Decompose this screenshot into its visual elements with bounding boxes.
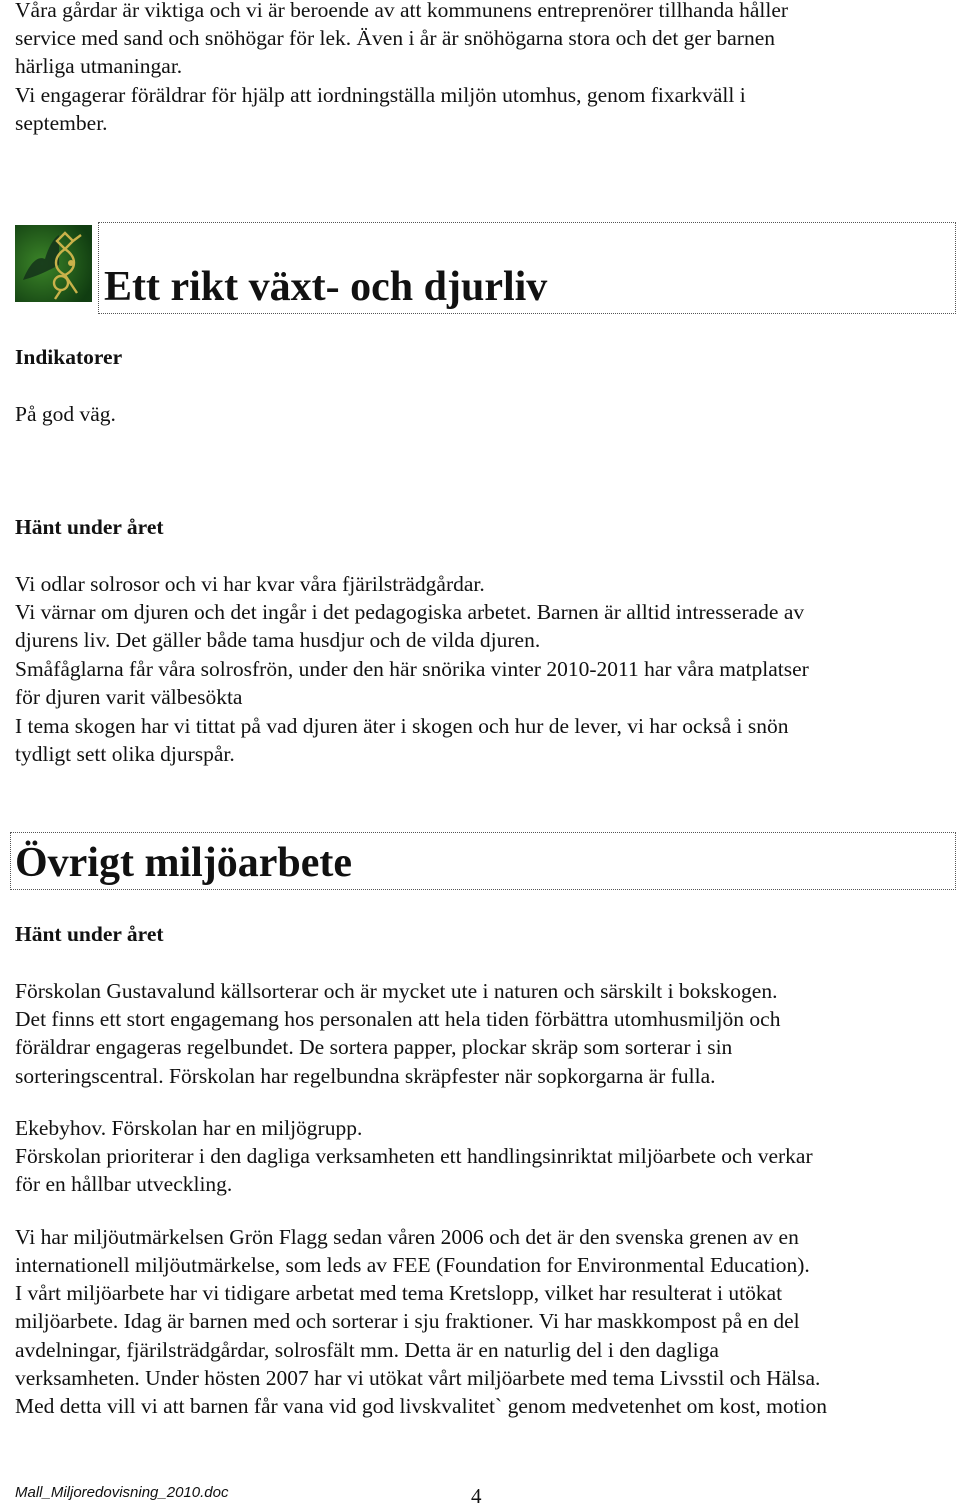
body-line: internationell miljöutmärkelse, som leds av FEE (Foundation for Environmental Education). [15,1253,810,1277]
body-line: Förskolan prioriterar i den dagliga verksamheten ett handlingsinriktat miljöarbete och verkar [15,1144,813,1168]
intro-line: service med sand och snöhögar för lek. Även i år är snöhögarna stora och det ger barnen [15,26,775,50]
happened-heading: Hänt under året [15,922,164,946]
footer-filename: Mall_Miljoredovisning_2010.doc [15,1484,229,1501]
body-line: föräldrar engageras regelbundet. De sortera papper, plockar skräp som sorterar i sin [15,1035,733,1059]
intro-line: Våra gårdar är viktiga och vi är beroende av att kommunens entreprenörer tillhanda håller [15,0,789,22]
body-line: djurens liv. Det gäller både tama husdjur och de vilda djuren. [15,628,541,652]
page-number: 4 [471,1484,482,1508]
section-title: Övrigt miljöarbete [15,840,353,886]
section-title: Ett rikt växt- och djurliv [104,264,548,310]
intro-line: Vi engagerar föräldrar för hjälp att iordningställa miljön utomhus, genom fixarkväll i [15,83,746,107]
green-flag-logo-icon [15,225,92,302]
body-line: för en hållbar utveckling. [15,1172,233,1196]
body-line: Det finns ett stort engagemang hos personalen att hela tiden förbättra utomhusmiljön och [15,1007,781,1031]
body-line: Ekebyhov. Förskolan har en miljögrupp. [15,1116,363,1140]
body-line: Vi värnar om djuren och det ingår i det pedagogiska arbetet. Barnen är alltid intresserade av [15,600,805,624]
body-line: miljöarbete. Idag är barnen med och sorterar i sju fraktioner. Vi har maskkompost på en del [15,1309,800,1333]
body-line: I vårt miljöarbete har vi tidigare arbetat med tema Kretslopp, vilket har resulterat i utökat [15,1281,783,1305]
intro-line: september. [15,111,108,135]
intro-line: härliga utmaningar. [15,54,183,78]
body-line: sorteringscentral. Förskolan har regelbundna skräpfester när sopkorgarna är fulla. [15,1064,716,1088]
body-line: för djuren varit välbesökta [15,685,243,709]
body-line: verksamheten. Under hösten 2007 har vi utökat vårt miljöarbete med tema Livsstil och Hälsa. [15,1366,821,1390]
body-line: Förskolan Gustavalund källsorterar och är mycket ute i naturen och särskilt i bokskogen. [15,979,778,1003]
indicators-heading: Indikatorer [15,345,123,369]
body-line: Vi odlar solrosor och vi har kvar våra fjärilsträdgårdar. [15,572,485,596]
body-line: Vi har miljöutmärkelsen Grön Flagg sedan våren 2006 och det är den svenska grenen av en [15,1225,799,1249]
body-line: avdelningar, fjärilsträdgårdar, solrosfält mm. Detta är en naturlig del i den dagliga [15,1338,719,1362]
body-line: tydligt sett olika djurspår. [15,742,235,766]
body-line: I tema skogen har vi tittat på vad djuren äter i skogen och hur de lever, vi har också i snön [15,714,789,738]
body-line: Småfåglarna får våra solrosfrön, under den här snörika vinter 2010-2011 har våra matplatser [15,657,809,681]
body-line: Med detta vill vi att barnen får vana vid god livskvalitet` genom medvetenhet om kost, motion [15,1394,828,1418]
happened-heading: Hänt under året [15,515,164,539]
indicators-text: På god väg. [15,402,116,426]
